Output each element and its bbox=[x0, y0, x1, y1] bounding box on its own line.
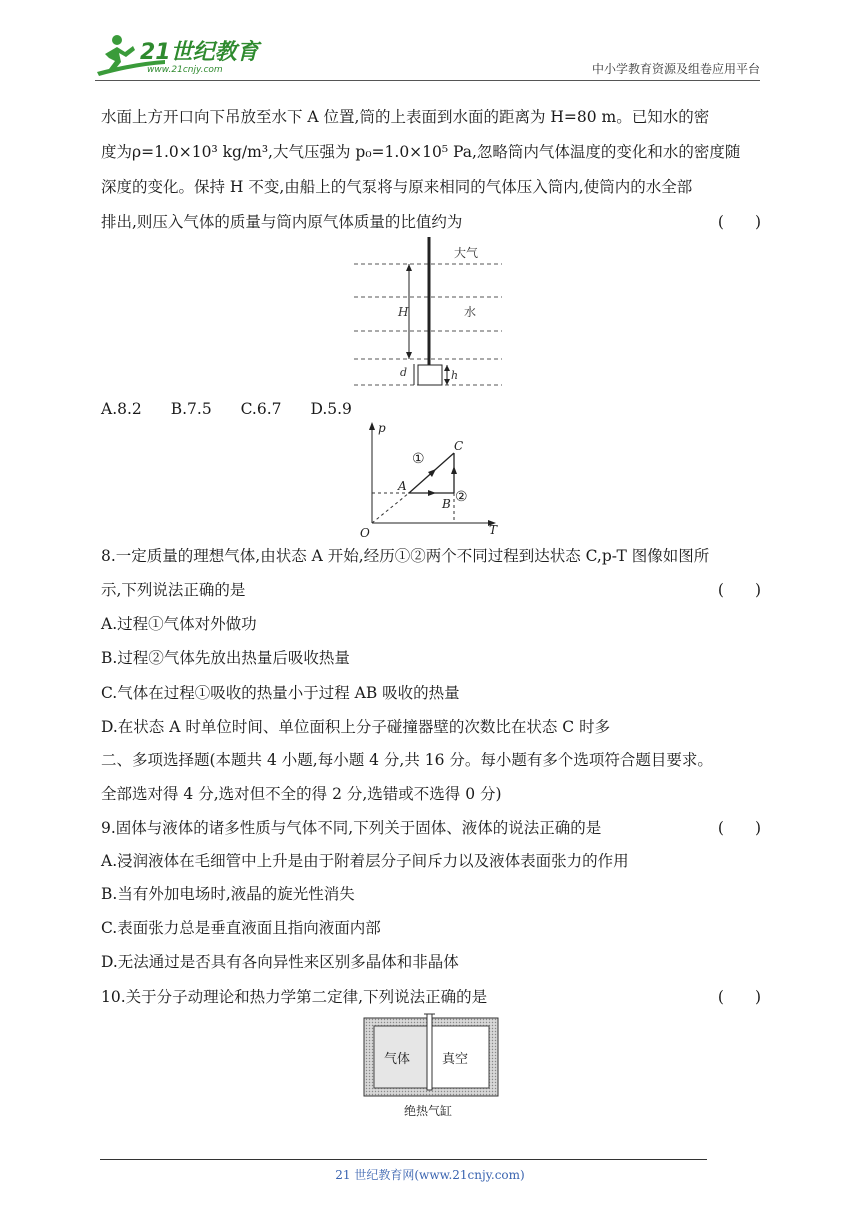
point-A: A bbox=[398, 479, 407, 493]
q10-stem-text: 10.关于分子动理论和热力学第二定律,下列说法正确的是 bbox=[101, 988, 488, 1006]
figure-tube-under-water bbox=[352, 237, 504, 387]
answer-bracket: ( ) bbox=[717, 988, 761, 1006]
label-atmosphere: 大气 bbox=[454, 246, 479, 260]
axis-T: T bbox=[489, 523, 498, 537]
logo-url: www.21cnjy.com bbox=[147, 65, 223, 75]
q7-options bbox=[101, 399, 761, 419]
answer-bracket: ( ) bbox=[717, 581, 761, 599]
label-vacuum: 真空 bbox=[442, 1052, 469, 1067]
q9-option-a: A.浸润液体在毛细管中上升是由于附着层分子间斥力以及液体表面张力的作用 bbox=[101, 852, 629, 870]
label-water: 水 bbox=[464, 305, 477, 319]
q7-option-b: B.7.5 bbox=[170, 400, 212, 418]
q10-stem bbox=[101, 987, 761, 1007]
section2-line-1: 二、多项选择题(本题共 4 小题,每小题 4 分,共 16 分。每小题有多个选项符合题目要求。 bbox=[101, 751, 713, 769]
q8-line-1: 8.一定质量的理想气体,由状态 A 开始,经历①②两个不同过程到达状态 C,p-T 图像如图所 bbox=[101, 547, 710, 565]
platform-name: 中小学教育资源及组卷应用平台 bbox=[591, 62, 760, 76]
label-h: h bbox=[451, 369, 459, 382]
point-C: C bbox=[454, 439, 464, 453]
label-H: H bbox=[398, 305, 409, 319]
q9-stem bbox=[101, 818, 761, 838]
axis-p: p bbox=[378, 421, 386, 435]
label-gas: 气体 bbox=[384, 1052, 411, 1067]
q8-option-d: D.在状态 A 时单位时间、单位面积上分子碰撞器壁的次数比在状态 C 时多 bbox=[101, 718, 611, 736]
q9-option-c: C.表面张力总是垂直液面且指向液面内部 bbox=[101, 919, 381, 937]
q9-option-d: D.无法通过是否具有各向异性来区别多晶体和非晶体 bbox=[101, 953, 459, 971]
figure-caption: 绝热气缸 bbox=[404, 1104, 453, 1118]
point-B: B bbox=[442, 497, 451, 511]
label-d: d bbox=[400, 366, 408, 379]
header-divider bbox=[95, 80, 760, 81]
footer-divider bbox=[100, 1159, 707, 1160]
q7-option-d: D.5.9 bbox=[310, 400, 352, 418]
q8-line-2 bbox=[101, 580, 761, 600]
q8-option-b: B.过程②气体先放出热量后吸收热量 bbox=[101, 649, 350, 667]
q9-stem-text: 9.固体与液体的诸多性质与气体不同,下列关于固体、液体的说法正确的是 bbox=[101, 819, 602, 837]
logo-text: 21世纪教育 bbox=[140, 40, 259, 65]
q7-line-4-text: 排出,则压入气体的质量与筒内原气体质量的比值约为 bbox=[101, 213, 463, 231]
q8-line-2-text: 示,下列说法正确的是 bbox=[101, 581, 246, 599]
section2-line-2: 全部选对得 4 分,选对但不全的得 2 分,选错或不选得 0 分) bbox=[101, 785, 502, 803]
page-header bbox=[95, 32, 760, 80]
figure-p-T-graph bbox=[358, 420, 503, 540]
q7-line-3: 深度的变化。保持 H 不变,由船上的气泵将与原来相同的气体压入筒内,使筒内的水全部 bbox=[101, 178, 693, 196]
q7-option-a: A.8.2 bbox=[101, 400, 142, 418]
process-2-label: ② bbox=[455, 489, 468, 505]
process-1-label: ① bbox=[412, 451, 425, 467]
q7-option-c: C.6.7 bbox=[240, 400, 282, 418]
q8-option-a: A.过程①气体对外做功 bbox=[101, 615, 257, 633]
q9-option-b: B.当有外加电场时,液晶的旋光性消失 bbox=[101, 885, 355, 903]
q7-line-2: 度为ρ=1.0×10³ kg/m³,大气压强为 p₀=1.0×10⁵ Pa,忽略筒内气体温度的变化和水的密度随 bbox=[101, 143, 741, 161]
answer-bracket: ( ) bbox=[717, 819, 761, 837]
origin-O: O bbox=[360, 526, 370, 540]
q7-line-4 bbox=[101, 212, 761, 232]
figure-adiabatic-cylinder bbox=[362, 1012, 502, 1127]
q8-option-c: C.气体在过程①吸收的热量小于过程 AB 吸收的热量 bbox=[101, 684, 460, 702]
footer-text: 21 世纪教育网(www.21cnjy.com) bbox=[335, 1168, 525, 1182]
answer-bracket: ( ) bbox=[717, 213, 761, 231]
q7-line-1: 水面上方开口向下吊放至水下 A 位置,筒的上表面到水面的距离为 H=80 m。已知水的密 bbox=[101, 108, 710, 126]
site-logo bbox=[95, 32, 265, 78]
